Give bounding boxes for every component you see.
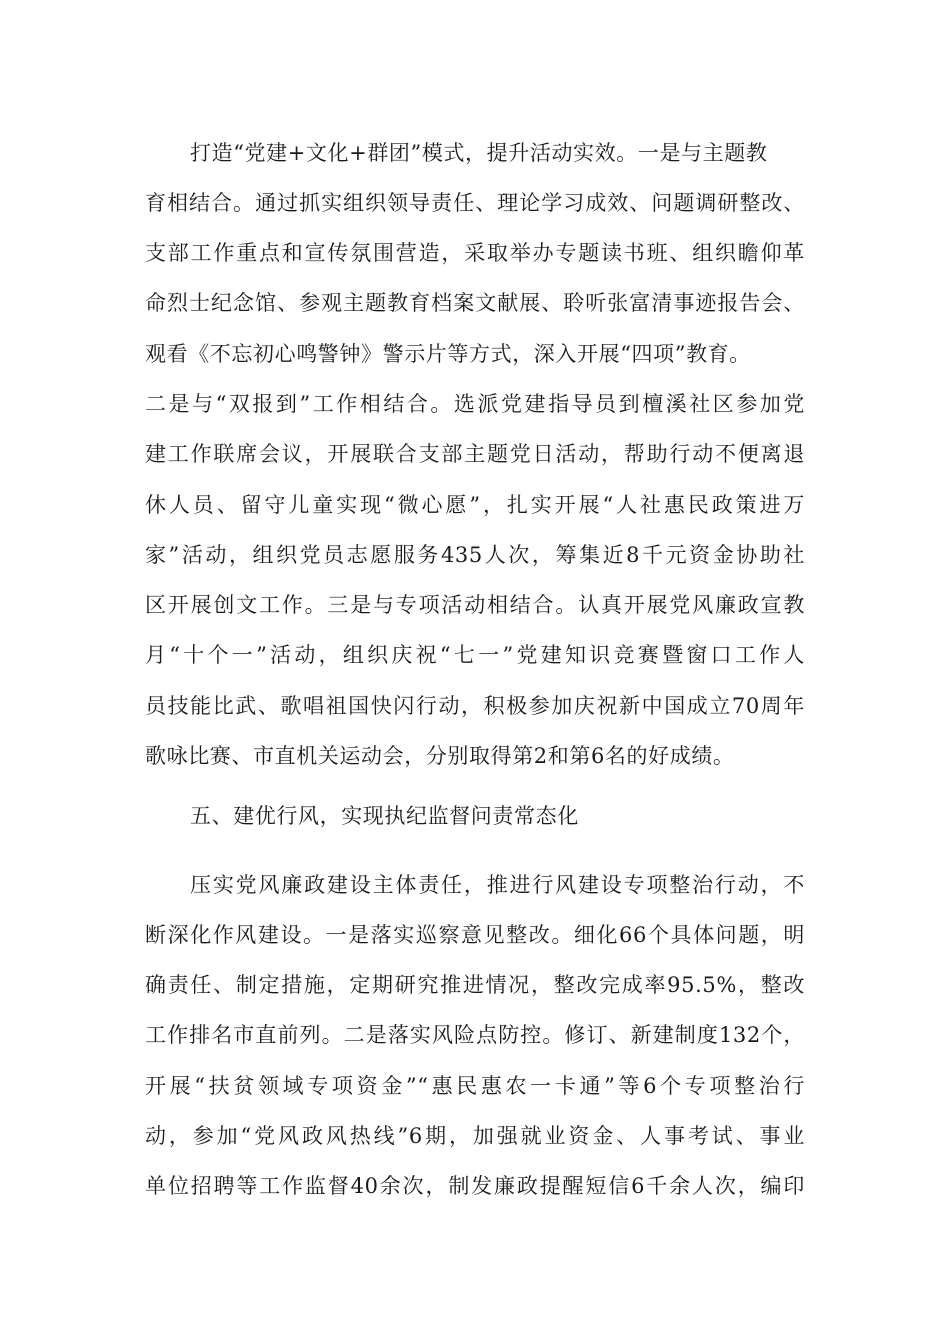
text-line: 育相结合。通过抓实组织领导责任、理论学习成效、问题调研整改、 <box>145 191 805 215</box>
text-line: 支部工作重点和宣传氛围营造，采取举办专题读书班、组织瞻仰革 <box>145 241 805 265</box>
section-heading: 五、建优行风，实现执纪监督问责常态化 <box>190 804 579 828</box>
text-line: 压实党风廉政建设主体责任，推进行风建设专项整治行动，不 <box>190 873 805 897</box>
text-line: 建工作联席会议，开展联合支部主题党日活动，帮助行动不便离退 <box>145 442 805 466</box>
text-line: 命烈士纪念馆、参观主题教育档案文献展、聆听张富清事迹报告会、 <box>145 291 805 315</box>
text-line: 开展“扶贫领域专项资金”“惠民惠农一卡通”等6个专项整治行 <box>145 1074 805 1098</box>
text-line: 家”活动，组织党员志愿服务435人次，筹集近8千元资金协助社 <box>145 543 805 567</box>
text-line: 歌咏比赛、市直机关运动会，分别取得第2和第6名的好成绩。 <box>145 744 735 768</box>
text-line: 区开展创文工作。三是与专项活动相结合。认真开展党风廉政宣教 <box>145 593 805 617</box>
text-line: 二是与“双报到”工作相结合。选派党建指导员到檀溪社区参加党 <box>145 392 805 416</box>
text-line: 休人员、留守儿童实现“微心愿”，扎实开展“人社惠民政策进万 <box>145 493 805 517</box>
text-line: 工作排名市直前列。二是落实风险点防控。修订、新建制度132个， <box>145 1023 805 1047</box>
text-line: 动，参加“党风政风热线”6期，加强就业资金、人事考试、事业 <box>145 1124 805 1148</box>
text-line: 员技能比武、歌唱祖国快闪行动，积极参加庆祝新中国成立70周年 <box>145 694 805 718</box>
text-line: 月“十个一”活动，组织庆祝“七一”党建知识竞赛暨窗口工作人 <box>145 643 805 667</box>
text-line: 断深化作风建设。一是落实巡察意见整改。细化66个具体问题，明 <box>145 923 805 947</box>
text-line: 确责任、制定措施，定期研究推进情况，整改完成率95.5%，整改 <box>145 973 805 997</box>
text-line: 单位招聘等工作监督40余次，制发廉政提醒短信6千余人次，编印 <box>145 1174 805 1198</box>
text-line: 打造“党建+文化+群团”模式，提升活动实效。一是与主题教 <box>190 141 768 165</box>
text-line: 观看《不忘初心鸣警钟》警示片等方式，深入开展“四项”教育。 <box>145 342 751 366</box>
